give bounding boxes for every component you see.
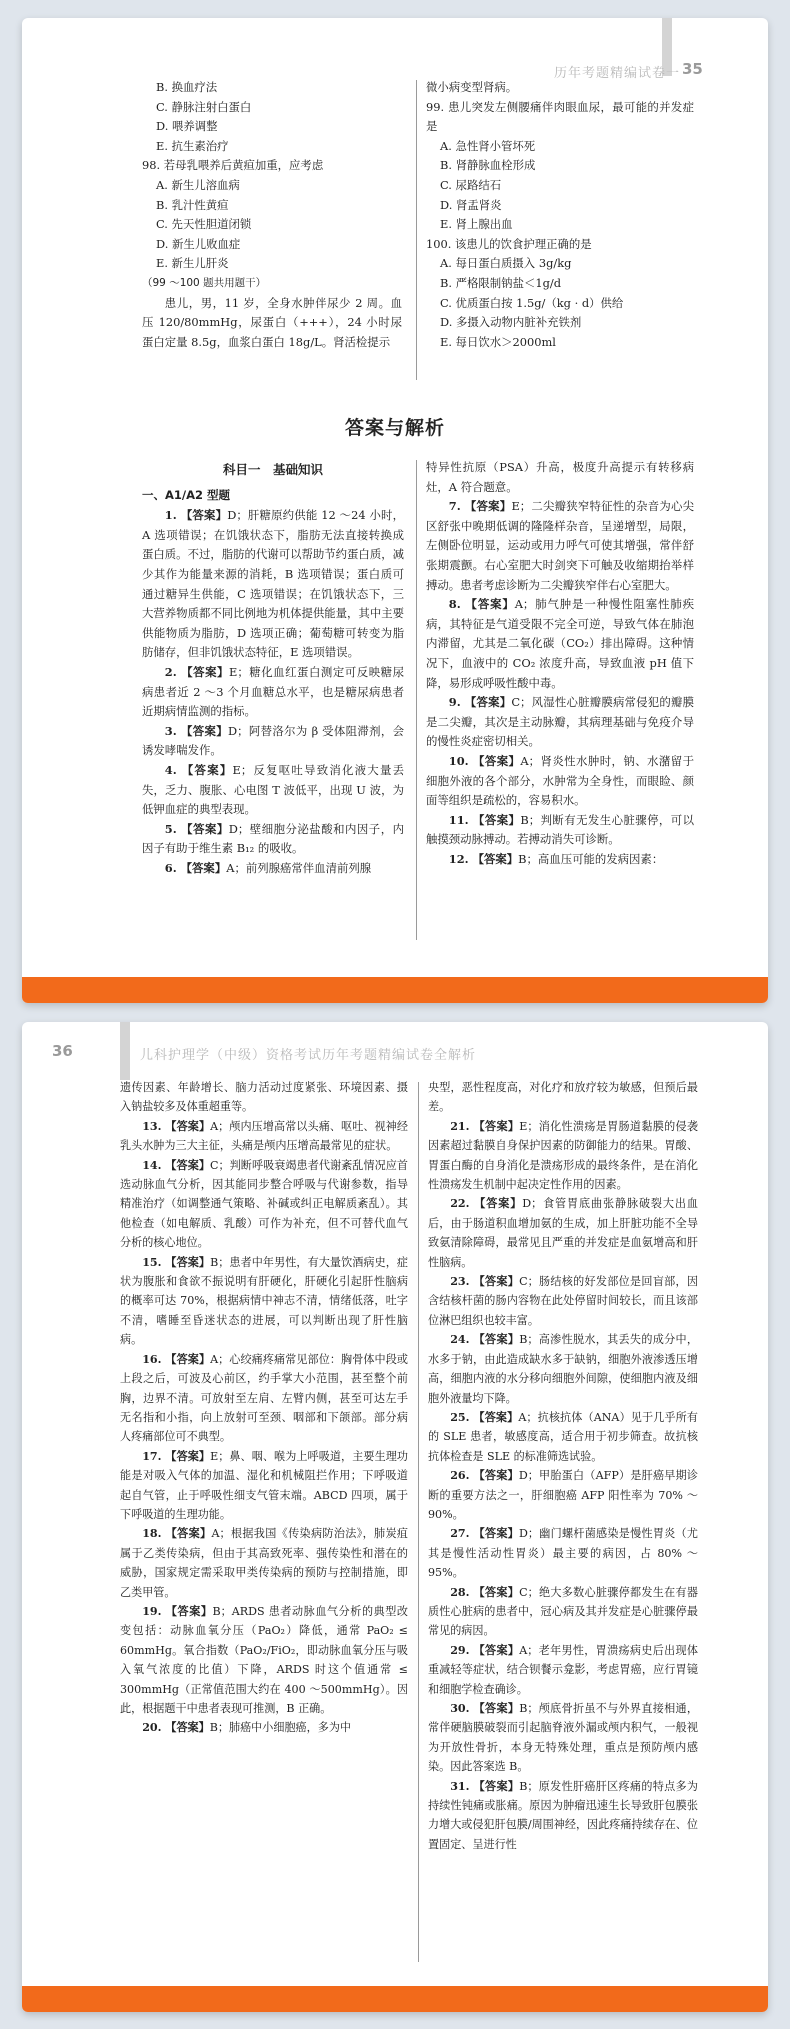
answer-item: 29. 【答案】A；老年男性，胃溃疡病史后出现体重减轻等症状，结合钡餐示龛影，考虑胃癌，应行胃镜和细胞学检查确诊。 — [428, 1643, 698, 1696]
answer-item: 10. 【答案】A；肾炎性水肿时，钠、水潴留于细胞外液的各个部分，水肿常为全身性，而眼睑、颜面等组织是疏松的，容易积水。 — [426, 753, 694, 808]
option: D. 肾盂肾炎 — [440, 197, 502, 212]
case-stem: 患儿，男，11 岁，全身水肿伴尿少 2 周。血压 120/80mmHg，尿蛋白（+++），24 小时尿蛋白定量 8.5g，血浆白蛋白 18g/L。肾活检提示 — [142, 295, 402, 349]
question-type-heading: 一、A1/A2 型题 — [142, 487, 231, 502]
answer-item: 31. 【答案】B；原发性肝癌肝区疼痛的特点多为持续性钝痛或胀痛。原因为肿瘤迅速生长导致肝包膜张力增大或侵犯肝包膜/周围神经，因此疼痛持续存在、位置固定、呈进行性 — [428, 1779, 698, 1851]
answer-continued: 特异性抗原（PSA）升高，极度升高提示有转移病灶，A 符合题意。 — [426, 460, 694, 494]
answer-continued: 央型，恶性程度高，对化疗和放疗较为敏感，但预后最差。 — [428, 1081, 698, 1114]
answer-item: 12. 【答案】B；高血压可能的发病因素： — [448, 851, 664, 866]
header-decor — [120, 1022, 130, 1080]
answer-item: 6. 【答案】A；前列腺癌常伴血清前列腺 — [164, 860, 372, 875]
option: B. 肾静脉血栓形成 — [440, 158, 536, 173]
answer-item: 20. 【答案】B；肺癌中小细胞癌，多为中 — [142, 1721, 352, 1735]
answer-item: 1. 【答案】D；肝糖原约供能 12 ～24 小时，A 选项错误；在饥饿状态下，脂肪无法直接转换成蛋白质。不过，脂肪的代谢可以帮助节约蛋白质，减少其作为能量来源的消耗，B 选项错误；蛋白质可通过糖异生供能，C 选项错误；在饥饿状态下，三大营养物质都不同比例地为机体提供能量，其中主要供能物质为脂肪，D 选项正确；葡萄糖可转变为脂肪储存，但非饥饿状态特征，E 选项错误。 — [142, 508, 405, 660]
answer-item: 19. 【答案】B；ARDS 患者动脉血气分析的典型改变包括：动脉血氧分压（PaO₂）降低，通常 PaO₂ ≤ 60mmHg。氧合指数（PaO₂/FiO₂，即动脉血氧分压与吸入氧气浓度的比值）下降，ARDS 时这个值通常 ≤ 300mmHg（正常值范围大约在 400 ～500mmHg）。因此，根据题干中患者表现可推测，B 正确。 — [120, 1604, 408, 1715]
question-98: 98. 若母乳喂养后黄疸加重，应考虑 — [142, 158, 324, 173]
column-divider — [418, 1082, 419, 1962]
option: C. 先天性胆道闭锁 — [156, 217, 252, 232]
column-divider — [416, 80, 417, 380]
answer-item: 22. 【答案】D；食管胃底曲张静脉破裂大出血后，由于肠道积血增加氨的生成，加上肝脏功能不全导致氨清除障碍，最常见且严重的并发症是血氨增高和肝性脑病。 — [428, 1197, 698, 1269]
section-title: 答案与解析 — [344, 417, 445, 439]
answer-item: 21. 【答案】E；消化性溃疡是胃肠道黏膜的侵袭因素超过黏膜自身保护因素的防御能力的结果。胃酸、胃蛋白酶的自身消化是溃疡形成的最终条件，是在消化性溃疡发生机制中起决定性作用的因素。 — [428, 1119, 698, 1192]
option: D. 多摄入动物内脏补充铁剂 — [440, 315, 582, 330]
page-footer-bar — [22, 1986, 768, 2012]
answer-item: 18. 【答案】A；根据我国《传染病防治法》，肺炭疽属于乙类传染病，但由于其高致死率、强传染性和潜在的威胁，国家规定需采取甲类传染病的预防与控制措施，即乙类甲管。 — [120, 1527, 408, 1599]
option: B. 乳汁性黄疸 — [156, 197, 229, 212]
answer-item: 11. 【答案】B；判断有无发生心脏骤停，可以触摸颈动脉搏动。若搏动消失可诊断。 — [426, 812, 694, 847]
option: B. 换血疗法 — [156, 80, 218, 94]
option: D. 喂养调整 — [156, 119, 218, 134]
questions-left-column — [142, 78, 402, 352]
column-divider — [416, 460, 417, 940]
answer-continued: 遗传因素、年龄增长、脑力活动过度紧张、环境因素、摄入钠盐较多及体重超重等。 — [120, 1081, 408, 1114]
answer-item: 30. 【答案】B；颅底骨折虽不与外界直接相通，常伴硬脑膜破裂而引起脑脊液外漏或颅内积气，一般视为开放性骨折，本身无特殊处理，重点是预防颅内感染。因此答案选 B。 — [428, 1702, 698, 1774]
answer-item: 15. 【答案】B；患者中年男性，有大量饮酒病史，症状为腹胀和食欲不振说明有肝硬化，肝硬化引起肝性脑病的概率可达 70%，根据病情中神志不清，情绪低落，吐字不清，嗜睡至昏迷状态的进展，可以判断出现了肝性脑病。 — [120, 1255, 408, 1347]
option: C. 优质蛋白按 1.5g/（kg · d）供给 — [440, 295, 624, 310]
page-36 — [22, 1022, 768, 2012]
option: E. 肾上腺出血 — [440, 217, 513, 232]
option: C. 尿路结石 — [440, 177, 502, 192]
answer-item: 14. 【答案】C；判断呼吸衰竭患者代谢紊乱情况应首选动脉血气分析，因其能同步整合呼吸与代谢参数，指导精准治疗（如调整通气策略、补碱或纠正电解质紊乱）。其他检查（如电解质、乳酸）可作为补充，但不可替代血气分析的核心地位。 — [120, 1158, 408, 1250]
answer-item: 16. 【答案】A；心绞痛疼痛常见部位：胸骨体中段或上段之后，可波及心前区，约手掌大小范围，甚至整个前胸，边界不清。可放射至左肩、左臂内侧，甚至可达左手无名指和小指，向上放射可至颈、咽部和下颌部。部分病人疼痛部位可不典型。 — [120, 1352, 408, 1444]
questions-right-column — [426, 78, 694, 352]
page-header — [22, 18, 768, 81]
answers-left-column — [142, 458, 404, 878]
answer-item: 3. 【答案】D；阿替洛尔为 β 受体阻滞剂，会诱发哮喘发作。 — [142, 723, 405, 758]
answer-item: 24. 【答案】B；高渗性脱水，其丢失的成分中，水多于钠，由此造成缺水多于缺钠，细胞外液渗透压增高，细胞内液的水分移向细胞外间隙，使细胞内液及细胞外液量均下降。 — [428, 1333, 698, 1405]
option: C. 静脉注射白蛋白 — [156, 99, 252, 114]
page-footer-bar — [22, 977, 768, 1003]
question-99: 99. 患儿突发左侧腰痛伴肉眼血尿，最可能的并发症是 — [426, 99, 694, 134]
answer-item: 5. 【答案】D；壁细胞分泌盐酸和内因子，内因子有助于维生素 B₁₂ 的吸收。 — [142, 821, 404, 856]
answer-item: 9. 【答案】C；风湿性心脏瓣膜病常侵犯的瓣膜是二尖瓣，其次是主动脉瓣，其病理基础与免疫介导的慢性炎症密切相关。 — [426, 695, 695, 749]
subject-title: 科目一 基础知识 — [222, 462, 323, 477]
answer-item: 7. 【答案】E；二尖瓣狭窄特征性的杂音为心尖区舒张中晚期低调的隆隆样杂音，呈递增型，局限，左侧卧位明显，运动或用力呼气可使其增强，常伴舒张期震颤。右心室肥大时剑突下可触及收缩期抬举样搏动。患者考虑诊断为二尖瓣狭窄伴右心室肥大。 — [426, 499, 694, 592]
header-title: 历年考题精编试卷一 — [553, 66, 680, 81]
answer-item: 26. 【答案】D；甲胎蛋白（AFP）是肝癌早期诊断的重要方法之一，肝细胞癌 AFP 阳性率为 70% ～90%。 — [428, 1469, 698, 1521]
option: D. 新生儿败血症 — [156, 236, 241, 251]
answer-item: 17. 【答案】E；鼻、咽、喉为上呼吸道，主要生理功能是对吸入气体的加温、湿化和机械阻拦作用；下呼吸道起自气管，止于呼吸性细支气管末端。ABCD 四项，属于下呼吸道的生理功能。 — [120, 1449, 408, 1521]
answer-item: 4. 【答案】E；反复呕吐导致消化液大量丢失，乏力、腹胀、心电图 T 波低平，出现 U 波，为低钾血症的典型表现。 — [142, 762, 404, 817]
page-35 — [22, 18, 768, 1003]
answer-item: 13. 【答案】A；颅内压增高常以头痛、呕吐、视神经乳头水肿为三大主征，头痛是颅内压增高最常见的症状。 — [120, 1119, 408, 1153]
option: E. 抗生素治疗 — [156, 138, 229, 153]
option: E. 每日饮水＞2000ml — [440, 334, 556, 349]
answers-left-column — [120, 1078, 408, 1738]
option: E. 新生儿肝炎 — [156, 256, 229, 271]
option: A. 每日蛋白质摄入 3g/kg — [440, 256, 572, 271]
answer-item: 8. 【答案】A；肺气肿是一种慢性阻塞性肺疾病，其特征是气道受限不完全可逆，导致气体在肺泡内滞留，尤其是二氧化碳（CO₂）排出障碍。这种情况下，血液中的 CO₂ 浓度升高，导致血液 pH 值下降，易形成呼吸性酸中毒。 — [426, 597, 694, 690]
page-number: 36 — [52, 1042, 73, 1060]
option: B. 严格限制钠盐＜1g/d — [440, 275, 562, 290]
header-title: 儿科护理学（中级）资格考试历年考题精编试卷全解析 — [140, 1048, 477, 1063]
answer-item: 27. 【答案】D；幽门螺杆菌感染是慢性胃炎（尤其是慢性活动性胃炎）最主要的病因，占 80% ～95%。 — [428, 1527, 698, 1580]
option: A. 新生儿溶血病 — [156, 177, 240, 192]
option: A. 急性肾小管坏死 — [440, 138, 536, 153]
page-header — [22, 1022, 768, 1082]
question-100: 100. 该患儿的饮食护理正确的是 — [426, 236, 592, 251]
answer-item: 2. 【答案】E；糖化血红蛋白测定可反映糖尿病患者近 2 ～3 个月血糖总水平，也是糖尿病患者近期病情监测的指标。 — [142, 664, 404, 719]
answers-right-column — [426, 458, 694, 869]
answer-item: 23. 【答案】C；肠结核的好发部位是回盲部，因含结核杆菌的肠内容物在此处停留时间较长，而且该部位淋巴组织也较丰富。 — [428, 1275, 698, 1327]
case-stem-continued: 微小病变型肾病。 — [426, 80, 518, 94]
page-number: 35 — [682, 60, 703, 78]
answer-item: 25. 【答案】A；抗核抗体（ANA）见于几乎所有的 SLE 患者，敏感度高，适合用于初步筛查。故抗核抗体检查是 SLE 的标准筛选试验。 — [428, 1410, 698, 1463]
answer-item: 28. 【答案】C；绝大多数心脏骤停都发生在有器质性心脏病的患者中，冠心病及其并发症是心脏骤停最常见的病因。 — [428, 1585, 698, 1638]
case-group-label: （99 ～100 题共用题干） — [142, 276, 267, 289]
answers-right-column — [428, 1078, 698, 1854]
